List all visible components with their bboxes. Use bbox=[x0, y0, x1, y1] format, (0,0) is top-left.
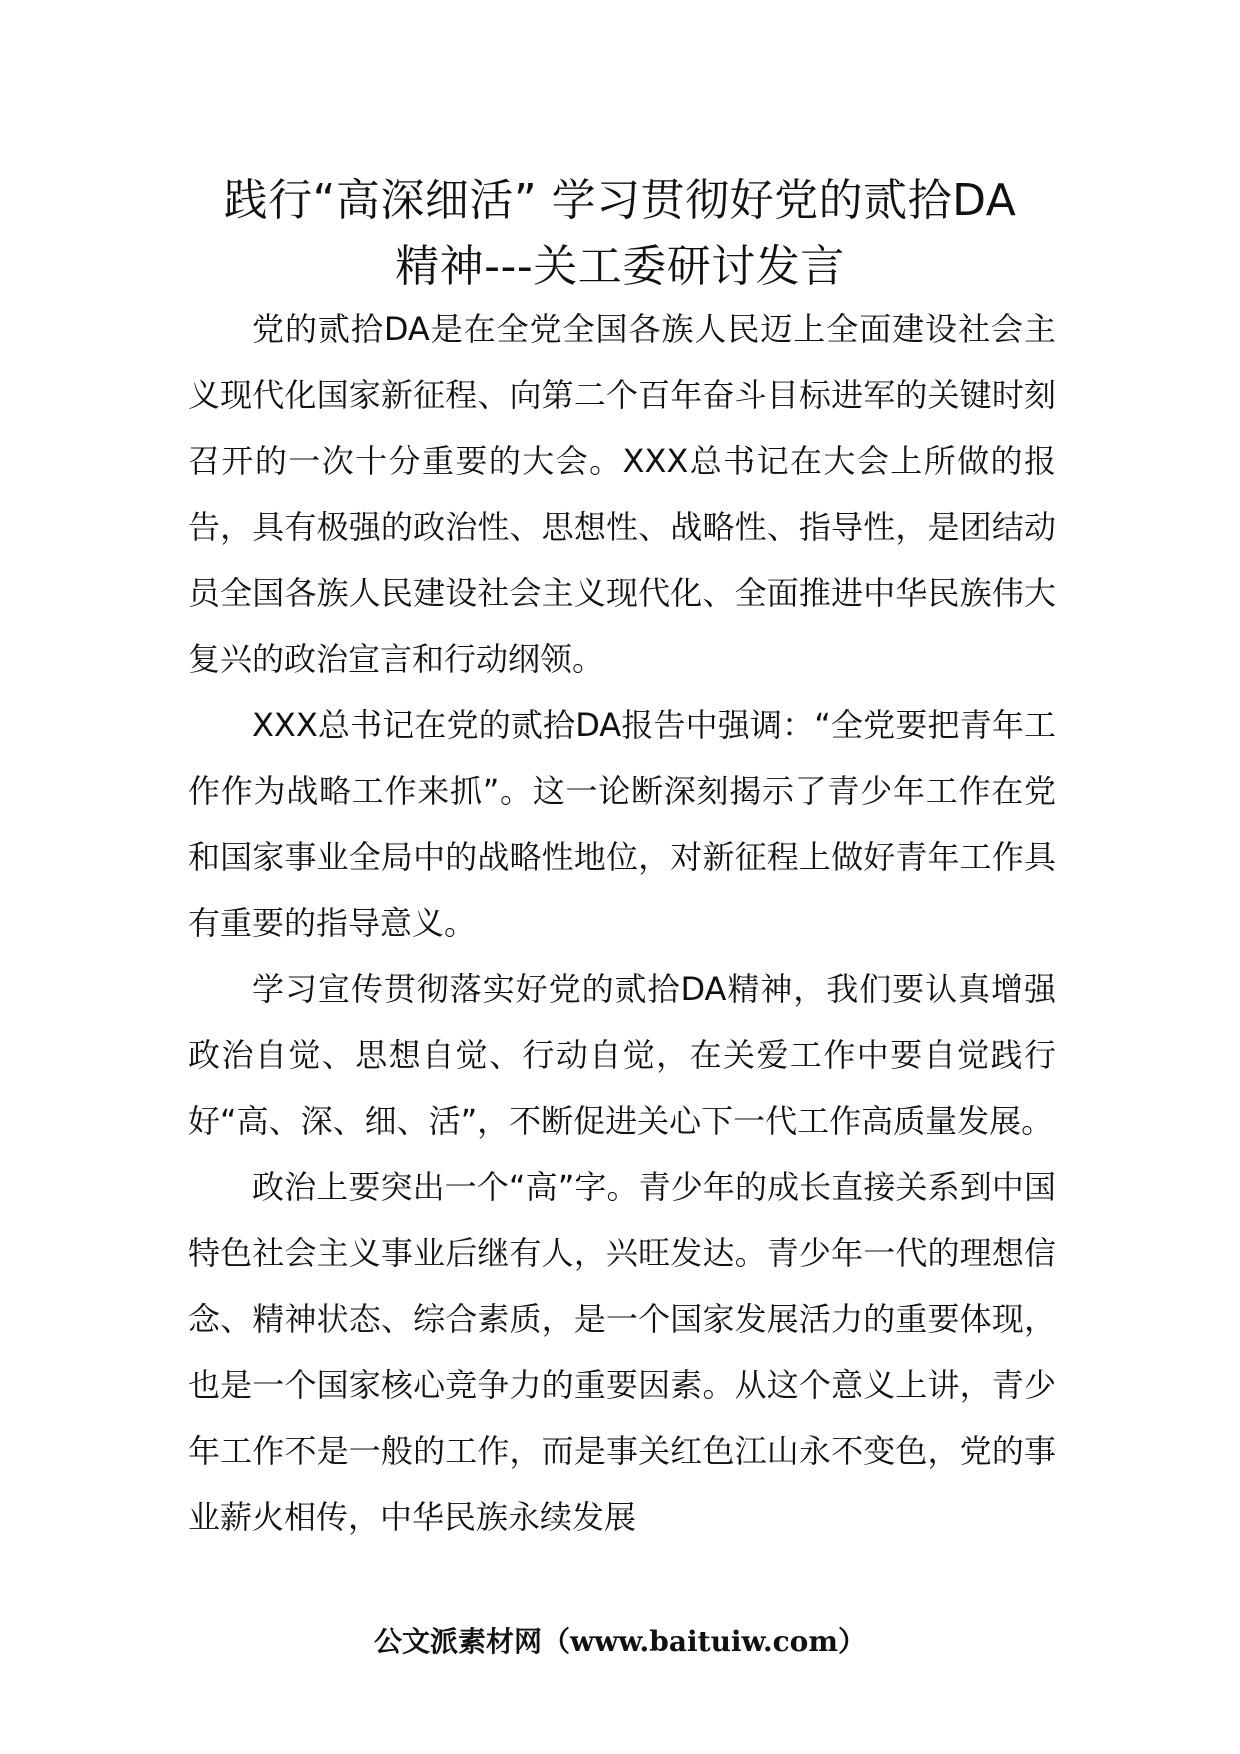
title-line-1: 践行“高深细活” 学习贯彻好党的贰拾DA bbox=[223, 175, 1017, 226]
paragraph-1: 党的贰拾DA是在全党全国各族人民迈上全面建设社会主义现代化国家新征程、向第二个百年奋斗目标进军的关键时刻召开的一次十分重要的大会。XXX总书记在大会上所做的报告，具有极强的政治性、思想性、战略性、指导性，是团结动员全国各族人民建设社会主义现代化、全面推进中华民族伟大复兴的政治宣言和行动纲领。 bbox=[188, 310, 1056, 678]
paragraph-3: 学习宣传贯彻落实好党的贰拾DA精神，我们要认真增强政治自觉、思想自觉、行动自觉，在关爱工作中要自觉践行好“高、深、细、活”，不断促进关心下一代工作高质量发展。 bbox=[188, 970, 1056, 1140]
title-line-2: 精神---关工委研讨发言 bbox=[395, 241, 845, 292]
page-footer-watermark: 公文派素材网（www.baituiw.com） bbox=[374, 1625, 866, 1658]
paragraph-2: XXX总书记在党的贰拾DA报告中强调：“全党要把青年工作作为战略工作来抓”。这一论断深刻揭示了青少年工作在党和国家事业全局中的战略性地位，对新征程上做好青年工作具有重要的指导意义。 bbox=[188, 706, 1056, 942]
document-body bbox=[188, 296, 1056, 1586]
paragraph-4: 政治上要突出一个“高”字。青少年的成长直接关系到中国特色社会主义事业后继有人，兴旺发达。青少年一代的理想信念、精神状态、综合素质，是一个国家发展活力的重要体现，也是一个国家核心竞争力的重要因素。从这个意义上讲，青少年工作不是一般的工作，而是事关红色江山永不变色，党的事业薪火相传，中华民族永续发展 bbox=[188, 1168, 1056, 1536]
document-title bbox=[180, 168, 1060, 300]
